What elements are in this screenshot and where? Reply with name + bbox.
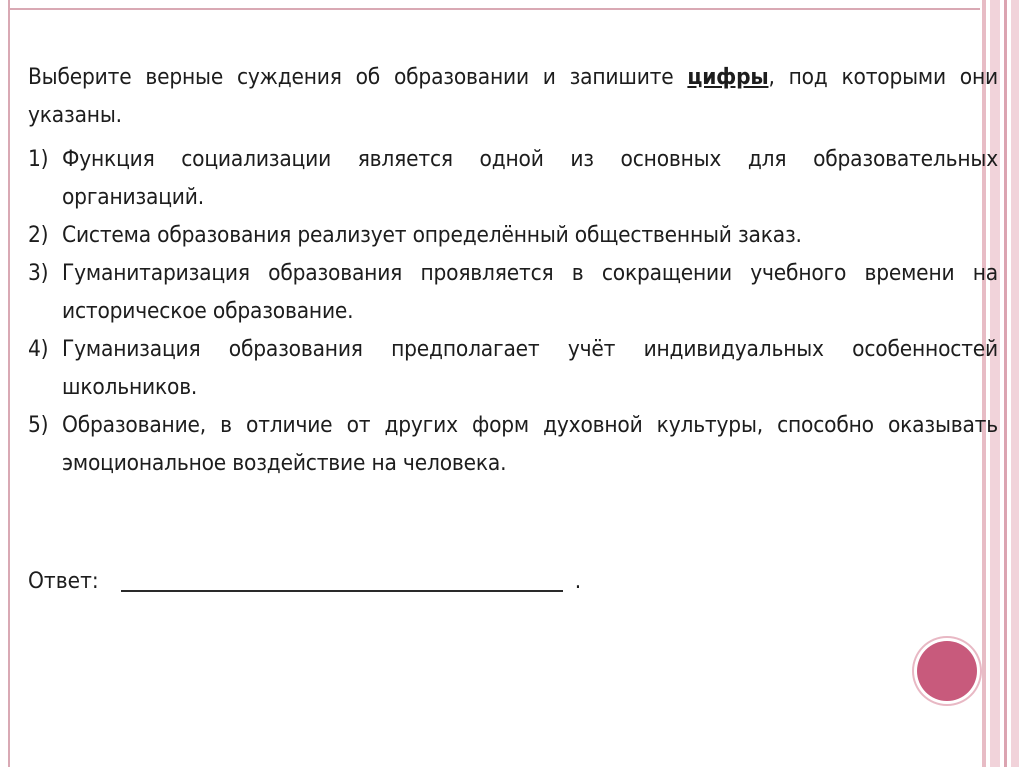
answer-label: Ответ: <box>28 568 99 594</box>
statement-text: Функция социализации является одной из основных для образовательных организаций. <box>62 146 998 210</box>
statement-list <box>28 140 998 482</box>
task-intro-start: Выберите верные суждения об образовании и запишите <box>28 64 688 90</box>
answer-row <box>28 562 581 600</box>
task-content <box>28 58 998 482</box>
statement-item <box>28 406 998 482</box>
side-bar <box>1004 0 1007 767</box>
statement-text: Образование, в отличие от других форм духовной культуры, способно оказывать эмоциональное воздействие на человека. <box>62 412 998 476</box>
answer-dot: . <box>574 568 582 594</box>
task-intro <box>28 58 998 134</box>
statement-item <box>28 254 998 330</box>
side-bar <box>1011 0 1019 767</box>
decorative-circle-icon <box>917 641 977 701</box>
statement-number: 3) <box>28 260 49 286</box>
statement-text: Система образования реализует определённый общественный заказ. <box>62 222 802 248</box>
statement-number: 4) <box>28 336 49 362</box>
answer-blank-line[interactable] <box>121 590 563 592</box>
statement-item <box>28 330 998 406</box>
statement-text: Гуманитаризация образования проявляется в сокращении учебного времени на историческое образование. <box>62 260 998 324</box>
statement-text: Гуманизация образования предполагает учёт индивидуальных особенностей школьников. <box>62 336 998 400</box>
task-intro-emphasis: цифры <box>687 64 769 90</box>
statement-number: 2) <box>28 222 49 248</box>
statement-number: 1) <box>28 146 49 172</box>
task-intro-end: , под которыми они указаны. <box>28 64 998 128</box>
statement-item <box>28 140 998 216</box>
top-border-line <box>8 8 980 10</box>
statement-number: 5) <box>28 412 49 438</box>
statement-item <box>28 216 998 254</box>
